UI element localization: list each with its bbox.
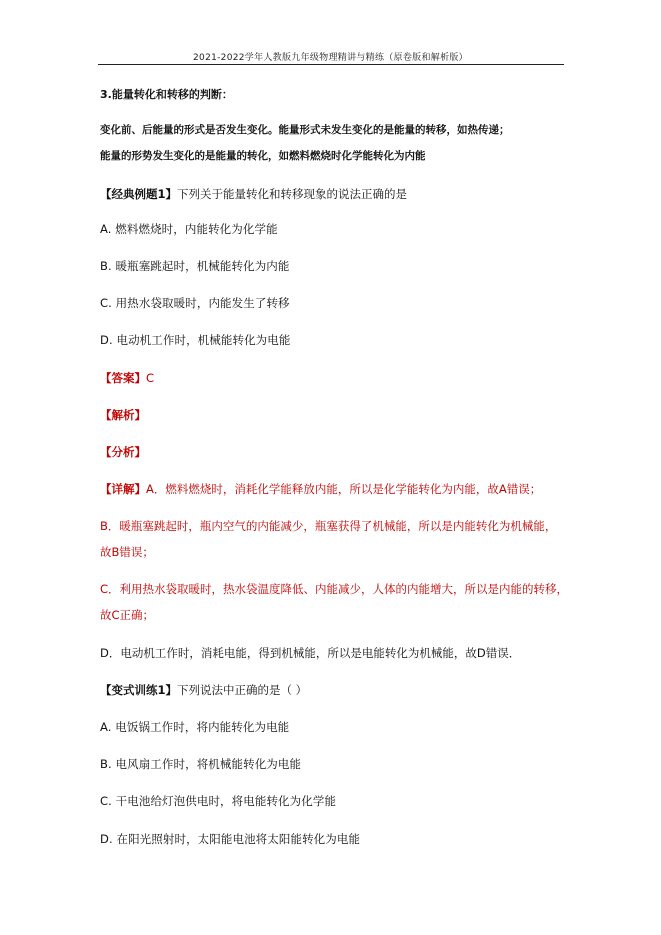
answer-tag: 【答案】: [100, 371, 146, 385]
example-tag: 【经典例题1】: [100, 187, 178, 201]
answer-value: C: [146, 371, 155, 385]
variant-option-d: D. 在阳光照射时，太阳能电池将太阳能转化为电能: [100, 832, 361, 846]
example-question-text: 下列关于能量转化和转移现象的说法正确的是: [177, 187, 408, 201]
variant-question: [100, 685, 307, 697]
detail-c-line-2: 故C正确；: [100, 608, 155, 622]
fenxi-tag: 【分析】: [100, 445, 146, 459]
detail-a: [100, 484, 541, 496]
summary-line-1: 变化前、后能量的形式是否发生变化。能量形式未发生变化的是能量的转移，如热传递；: [100, 124, 510, 136]
variant-option-a: A. 电饭锅工作时，将内能转化为电能: [100, 720, 290, 734]
variant-option-b: B. 电风扇工作时，将机械能转化为电能: [100, 757, 302, 771]
example-option-c: C. 用热水袋取暖时，内能发生了转移: [100, 296, 290, 310]
example-question: [100, 189, 407, 201]
variant-question-text: 下列说法中正确的是（ ）: [177, 683, 308, 697]
variant-tag: 【变式训练1】: [100, 683, 178, 697]
answer-line: [100, 373, 154, 385]
detail-b-line-2: 故B错误；: [100, 545, 154, 559]
detail-a-text: A．燃料燃烧时，消耗化学能释放内能，所以是化学能转化为内能，故A错误；: [146, 482, 542, 496]
page-header: 2021-2022学年人教版九年级物理精讲与精练（原卷版和解析版）: [193, 53, 468, 63]
example-option-a: A. 燃料燃烧时，内能转化为化学能: [100, 222, 278, 236]
detail-tag: 【详解】: [100, 482, 146, 496]
header-divider: [98, 64, 564, 65]
detail-c-line-1: C．利用热水袋取暖时，热水袋温度降低、内能减少，人体的内能增大，所以是内能的转移，: [100, 582, 569, 596]
detail-b-line-1: B．暖瓶塞跳起时，瓶内空气的内能减少，瓶塞获得了机械能，所以是内能转化为机械能，: [100, 519, 557, 533]
section-title: 3.能量转化和转移的判断：: [100, 88, 233, 101]
detail-d: D．电动机工作时，消耗电能，得到机械能，所以是电能转化为机械能，故D错误．: [100, 646, 521, 660]
summary-line-2: 能量的形势发生变化的是能量的转化，如燃料燃烧时化学能转化为内能: [100, 150, 426, 162]
analysis-tag: 【解析】: [100, 408, 146, 422]
variant-option-c: C. 干电池给灯泡供电时，将电能转化为化学能: [100, 794, 337, 808]
example-option-b: B. 暖瓶塞跳起时，机械能转化为内能: [100, 259, 290, 273]
example-option-d: D. 电动机工作时，机械能转化为电能: [100, 333, 291, 347]
